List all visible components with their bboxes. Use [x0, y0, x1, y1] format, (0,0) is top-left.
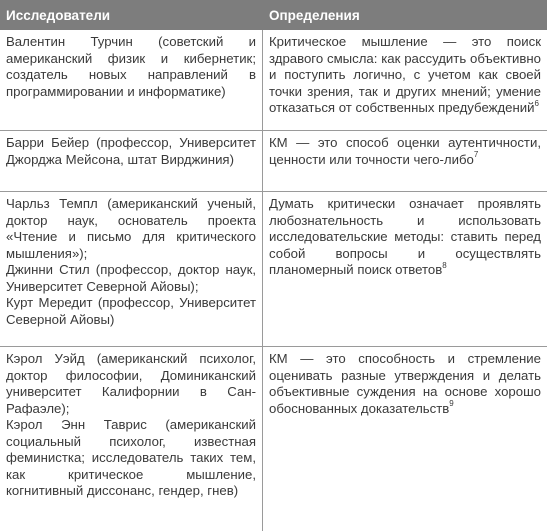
footnote-ref: 6 [534, 98, 539, 108]
footnote-ref: 8 [442, 260, 447, 270]
researcher-entry: Джинни Стил (профессор, доктор наук, Университет Северной Айовы); [6, 262, 256, 294]
table-row [0, 30, 547, 131]
researcher-entry: Курт Мередит (профессор, Университет Северной Айовы) [6, 295, 256, 327]
definition-cell [263, 30, 547, 130]
header-definitions: Определения [269, 7, 360, 23]
footnote-ref: 7 [473, 150, 479, 160]
header-researchers: Исследователи [6, 7, 111, 23]
table-row [0, 131, 547, 192]
table-row [0, 192, 547, 347]
researchers-cell [0, 347, 263, 531]
researcher-entry: Валентин Турчин (советский и американский физик и кибернетик; создатель новых направлений в программировании и информатике) [6, 34, 256, 99]
researcher-entry: Кэрол Энн Таврис (американский социальный психолог, известная феминистка; исследователь таких тем, как критическое мышление, когнитивный диссонанс, гендер, гнев) [6, 417, 256, 498]
researcher-entry: Барри Бейер (профессор, Университет Джорджа Мейсона, штат Вирджиния) [6, 135, 256, 167]
table-row [0, 347, 547, 531]
definition-text: Думать критически означает проявлять любознательность и использовать исследовательские методы: ставить перед собой вопросы и осуществлять планомерный поиск ответов$^8$ [269, 196, 541, 277]
definition-cell [263, 131, 547, 191]
researchers-cell [0, 30, 263, 130]
researchers-cell [0, 131, 263, 191]
researcher-entry: Кэрол Уэйд (американский психолог, доктор философии, Доминиканский университет Калифорнии в Сан-Рафаэле); [6, 351, 256, 416]
definition-cell [263, 347, 547, 531]
definition-cell [263, 192, 547, 346]
definition-text: КМ — это способ оценки аутентичности, ценности или точности чего-либо$^7$ [269, 135, 541, 167]
definition-text: Критическое мышление — это поиск здравого смысла: как рассудить объективно и поступить логично, с учетом как своей точки зрения, так и других мнений; умение отказаться от собственных предубеждений$^6$ [269, 34, 541, 115]
researchers-cell [0, 192, 263, 346]
definition-text: КМ — это способность и стремление оценивать разные утверждения и делать объективные суждения на основе хорошо обоснованных доказательств$^9$ [269, 351, 541, 416]
researcher-entry: Чарльз Темпл (американский ученый, доктор наук, основатель проекта «Чтение и письмо для критического мышления»); [6, 196, 256, 261]
footnote-ref: 9 [449, 399, 454, 409]
table-header [0, 0, 547, 30]
